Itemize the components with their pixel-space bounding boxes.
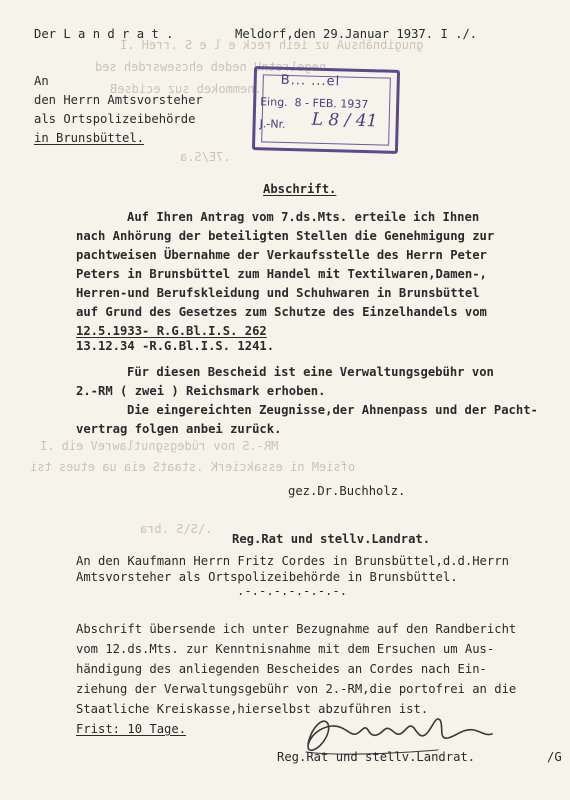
law-reference: 12.5.1933- R.G.Bl.I.S. 262 — [76, 324, 267, 338]
signed-by: gez.Dr.Buchholz. — [288, 484, 406, 498]
law-reference: 13.12.34 -R.G.Bl.I.S. 1241. — [76, 339, 275, 353]
bleed-through-text: .7E/S.a — [180, 150, 231, 164]
body-line: pachtweisen Übernahme der Verkaufsstelle des Herrn Peter — [76, 248, 487, 262]
body-line: Für diesen Bescheid ist eine Verwaltungsgebühr von — [127, 365, 494, 379]
margin-mark: /G — [547, 750, 562, 764]
body-line: Auf Ihren Antrag vom 7.ds.Mts. erteile ich Ihnen — [127, 210, 480, 224]
recipient-line: den Herrn Amtsvorsteher — [34, 93, 203, 107]
stamp-handwritten-number: L 8 / 41 — [311, 109, 378, 132]
bleed-through-text: gnugibnähsuA uz ieih reck e l e S .rreH .I — [120, 38, 424, 52]
body-line: Herren-und Berufskleidung und Schuhwaren in Brunsbüttel — [76, 286, 480, 300]
body-line: nach Anhörung der beteiligten Stellen die Genehmigung zur — [76, 229, 495, 243]
forward-note-line: Abschrift übersende ich unter Bezugnahme auf den Randbericht — [76, 622, 517, 636]
sender-heading: Der L a n d r a t . — [34, 27, 174, 41]
deadline: Frist: 10 Tage. — [76, 722, 187, 736]
body-line: Peters in Brunsbüttel zum Handel mit Textilwaren,Damen-, — [76, 267, 487, 281]
addressee-line: An den Kaufmann Herrn Fritz Cordes in Brunsbüttel,d.d.Herrn — [76, 554, 509, 568]
body-line: 2.-RM ( zwei ) Reichsmark erhoben. — [76, 384, 326, 398]
closing-title: Reg.Rat und stellv.Landrat. — [277, 750, 476, 764]
body-line: auf Grund des Gesetzes zum Schutze des Einzelhandels vom — [76, 305, 487, 319]
stamp-title: B... ...el — [280, 72, 341, 90]
bleed-through-text: ofsieM ni essakcierK .staatS eia ua etues tsi — [30, 460, 356, 474]
forward-note-line: händigung des anliegenden Bescheides an Cordes nach Ein- — [76, 662, 487, 676]
received-stamp — [252, 66, 400, 154]
bleed-through-text: negelretnU nedeb ehcsewsrdeh sed — [95, 60, 327, 74]
body-line: vertrag folgen anbei zurück. — [76, 422, 282, 436]
place-date: Meldorf,den 29.Januar 1937. I ./. — [235, 27, 478, 41]
copy-heading: Abschrift. — [263, 182, 337, 196]
forward-note-line: Staatliche Kreiskasse,hierselbst abzuführen ist. — [76, 702, 429, 716]
bleed-through-text: .\S\S .bra — [140, 522, 213, 536]
recipient-line: An — [34, 74, 49, 88]
forward-note-line: ziehung der Verwaltungsgebühr von 2.-RM,die portofrei an die — [76, 682, 517, 696]
forward-note-line: vom 12.ds.Mts. zur Kenntnisnahme mit dem Ersuchen um Aus- — [76, 642, 495, 656]
stamp-received-date: Eing. 8 - FEB. 1937 — [260, 95, 369, 112]
separator: .-.-.-.-.-.-.-. — [237, 584, 348, 598]
bleed-through-text: .nemmokeb suz ecidseB — [110, 82, 262, 96]
bleed-through-text: MR-.S nov rüdegsgnutlawreV eib .I — [40, 439, 279, 453]
body-line: Die eingereichten Zeugnisse,der Ahnenpass und der Pacht- — [127, 403, 538, 417]
recipient-line: in Brunsbüttel. — [34, 131, 145, 145]
recipient-line: als Ortspolizeibehörde — [34, 112, 196, 126]
stamp-number-label: J.-Nr. — [259, 117, 286, 131]
addressee-line: Amtsvorsteher als Ortspolizeibehörde in Brunsbüttel. — [76, 570, 458, 584]
signer-title: Reg.Rat und stellv.Landrat. — [232, 532, 431, 546]
